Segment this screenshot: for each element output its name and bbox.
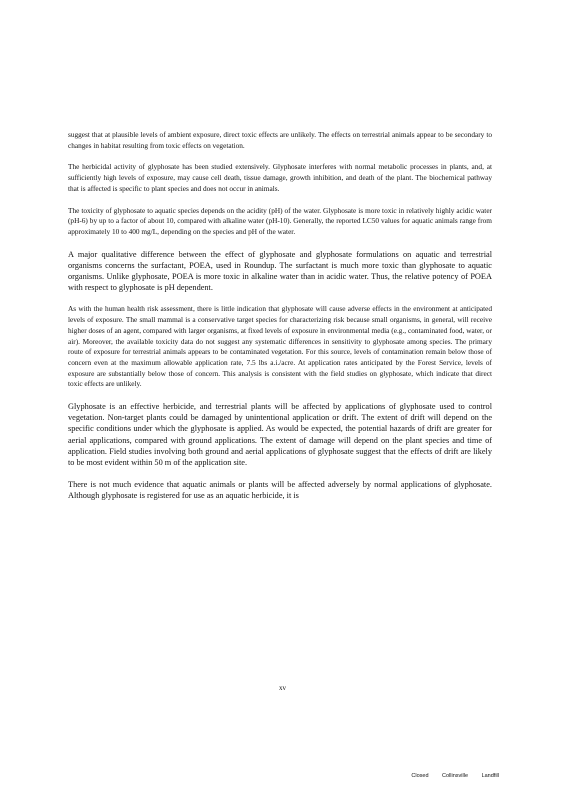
- footer-item-landfill: Landfill: [481, 773, 499, 779]
- footer-item-collinsville: Collinsville: [442, 773, 469, 779]
- paragraph-4: A major qualitative difference between the effect of glyphosate and glyphosate formulations on aquatic and terrestrial organisms concerns the surfactant, POEA, used in Roundup. The surfactant is much more toxic than glyphosate to aquatic organisms. Unlike glyphosate, POEA is more toxic in alkaline water than in acidic water. Thus, the relative potency of POEA with respect to glyphosate is pH dependent.: [68, 249, 492, 293]
- paragraph-2: The herbicidal activity of glyphosate has been studied extensively. Glyphosate interferes with normal metabolic processes in plants, and, at sufficiently high levels of exposure, may cause cell death, tissue damage, growth inhibition, and death of the plant. The biochemical pathway that is affected is specific to plant species and does not occur in animals.: [68, 162, 492, 193]
- page-number: xv: [279, 684, 286, 692]
- footer: [401, 773, 499, 779]
- paragraph-5: As with the human health risk assessment, there is little indication that glyphosate will cause adverse effects in the environment at anticipated levels of exposure. The small mammal is a conservative target species for characterizing risk because small organisms, in general, will receive higher doses of an agent, compared with larger organisms, at fixed levels of exposure in environmental media (e.g., contaminated food, water, or air). Moreover, the available toxicity data do not suggest any systematic differences in sensitivity to glyphosate among species. The primary route of exposure for terrestrial animals appears to be contaminated vegetation. For this source, levels of contamination remain below those of concern even at the maximum allowable application rate, 7.5 lbs a.i./acre. At application rates anticipated by the Forest Service, levels of exposure are substantially below those of concern. This analysis is consistent with the field studies on glyphosate, which indicate that direct toxic effects are unlikely.: [68, 304, 492, 389]
- paragraph-3: The toxicity of glyphosate to aquatic species depends on the acidity (pH) of the water. Glyphosate is more toxic in relatively highly acidic water (pH-6) by up to a factor of about 10, compared with alkaline water (pH-10). Generally, the reported LC50 values for aquatic animals range from approximately 10 to 400 mg/L, depending on the species and pH of the water.: [68, 205, 492, 236]
- paragraph-7: There is not much evidence that aquatic animals or plants will be affected adversely by normal applications of glyphosate. Although glyphosate is registered for use as an aquatic herbicide, it is: [68, 480, 492, 501]
- footer-item-closed: Closed: [411, 773, 429, 779]
- paragraph-1: suggest that at plausible levels of ambient exposure, direct toxic effects are unlikely. The effects on terrestrial animals appear to be secondary to changes in habitat resulting from toxic effects on vegetation.: [68, 130, 492, 150]
- document-body: [68, 130, 492, 513]
- paragraph-6: Glyphosate is an effective herbicide, and terrestrial plants will be affected by applications of glyphosate used to control vegetation. Non-target plants could be damaged by unintentional application or drift. The extent of drift will depend on the specific conditions under which the glyphosate is applied. As would be expected, the potential hazards of drift are greater for aerial applications, compared with ground applications. The extent of damage will depend on the plant species and time of application. Field studies involving both ground and aerial applications of glyphosate suggest that the effects of drift are likely to be most evident within 50 m of the application site.: [68, 402, 492, 468]
